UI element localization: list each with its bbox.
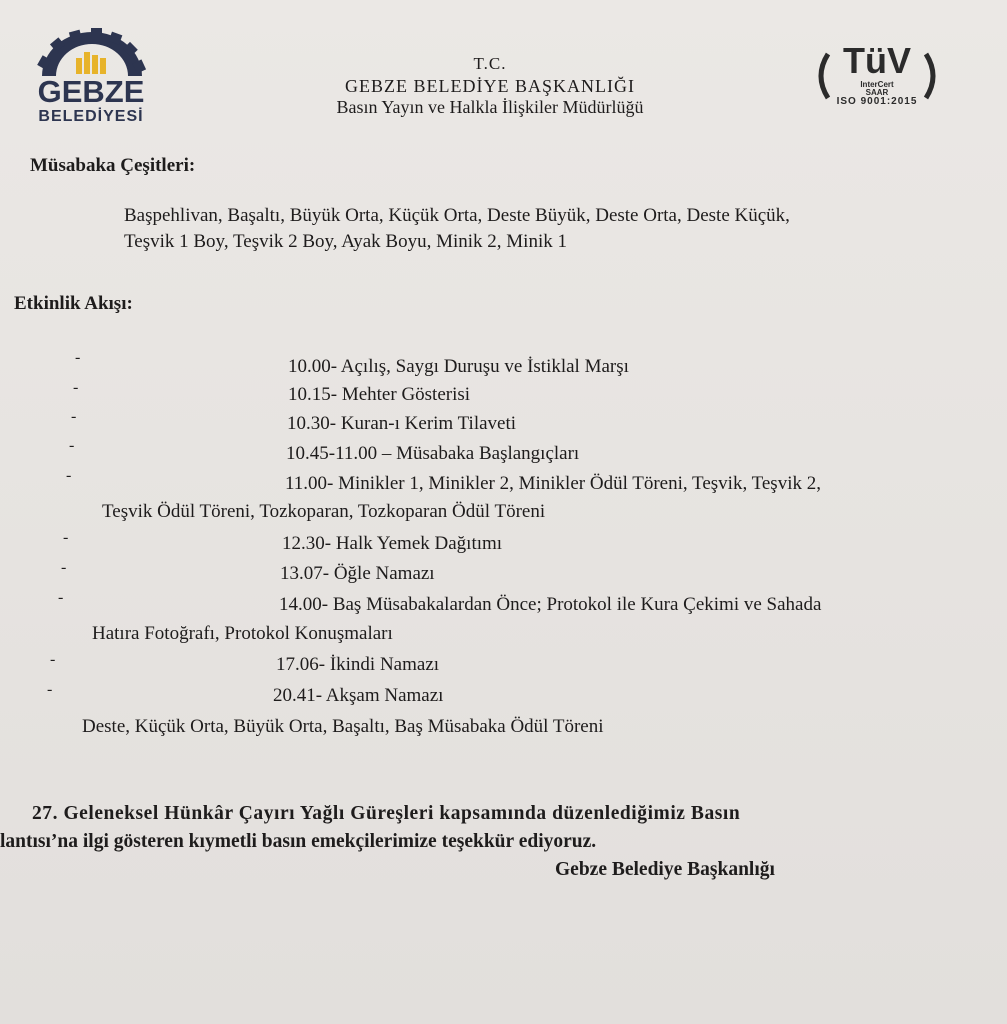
schedule-item: 12.30- Halk Yemek Dağıtımı [282,533,503,554]
competition-list-line-2: Teşvik 1 Boy, Teşvik 2 Boy, Ayak Boyu, Minik 2, Minik 1 [124,231,567,252]
closing-line-1: 27. Geleneksel Hünkâr Çayırı Yağlı Güreşleri kapsamında düzenlediğimiz Basın [32,803,741,824]
list-dash: - [47,681,53,698]
header-line-municipality: GEBZE BELEDİYE BAŞKANLIĞI [345,76,635,96]
schedule-item: 10.00- Açılış, Saygı Duruşu ve İstiklal Marşı [288,356,629,377]
cert-line-1: InterCert [860,80,894,89]
closing-line-2: lantısı’na ilgi gösteren kıymetli basın emekçilerimize teşekkür ediyoruz. [0,831,597,852]
schedule-item: 10.30- Kuran-ı Kerim Tilaveti [287,413,517,434]
list-dash: - [69,437,75,454]
list-dash: - [58,589,64,606]
schedule-item: 14.00- Baş Müsabakalardan Önce; Protokol ile Kura Çekimi ve Sahada [279,594,822,615]
schedule-item: 11.00- Minikler 1, Minikler 2, Minikler Ödül Töreni, Teşvik, Teşvik 2, [285,473,821,494]
list-dash: - [50,651,56,668]
list-dash: - [61,559,67,576]
schedule-item: 20.41- Akşam Namazı [273,685,444,706]
schedule-heading: Etkinlik Akışı: [14,293,133,314]
schedule-item-continuation: Deste, Küçük Orta, Büyük Orta, Başaltı, Baş Müsabaka Ödül Töreni [82,716,604,737]
header-line-tc: T.C. [473,54,507,73]
logo-subtitle: BELEDİYESİ [38,108,144,125]
header-line-directorate: Basın Yayın ve Halkla İlişkiler Müdürlüğü [336,97,644,117]
logo-name: GEBZE [37,74,145,109]
gebze-logo [28,28,158,128]
list-dash: - [75,349,81,366]
list-dash: - [71,408,77,425]
competition-list-line-1: Başpehlivan, Başaltı, Büyük Orta, Küçük Orta, Deste Büyük, Deste Orta, Deste Küçük, [124,205,790,226]
list-dash: - [63,529,69,546]
signature: Gebze Belediye Başkanlığı [555,859,775,880]
list-dash: - [66,467,72,484]
tuv-mark-text: TüV [843,40,911,81]
schedule-item: 10.45-11.00 – Müsabaka Başlangıçları [286,443,580,464]
list-dash: - [73,379,79,396]
tuv-certification-mark [812,40,942,120]
schedule-item: 10.15- Mehter Gösterisi [288,384,471,405]
schedule-item: 13.07- Öğle Namazı [280,563,435,584]
cert-line-3: ISO 9001:2015 [836,96,918,107]
competition-heading: Müsabaka Çeşitleri: [30,155,196,176]
schedule-item: 17.06- İkindi Namazı [276,654,440,675]
gear-logo-icon [36,28,148,78]
cert-line-2: SAAR [865,88,889,97]
schedule-item-continuation: Teşvik Ödül Töreni, Tozkoparan, Tozkoparan Ödül Töreni [102,501,546,522]
schedule-item-continuation: Hatıra Fotoğrafı, Protokol Konuşmaları [92,623,393,644]
